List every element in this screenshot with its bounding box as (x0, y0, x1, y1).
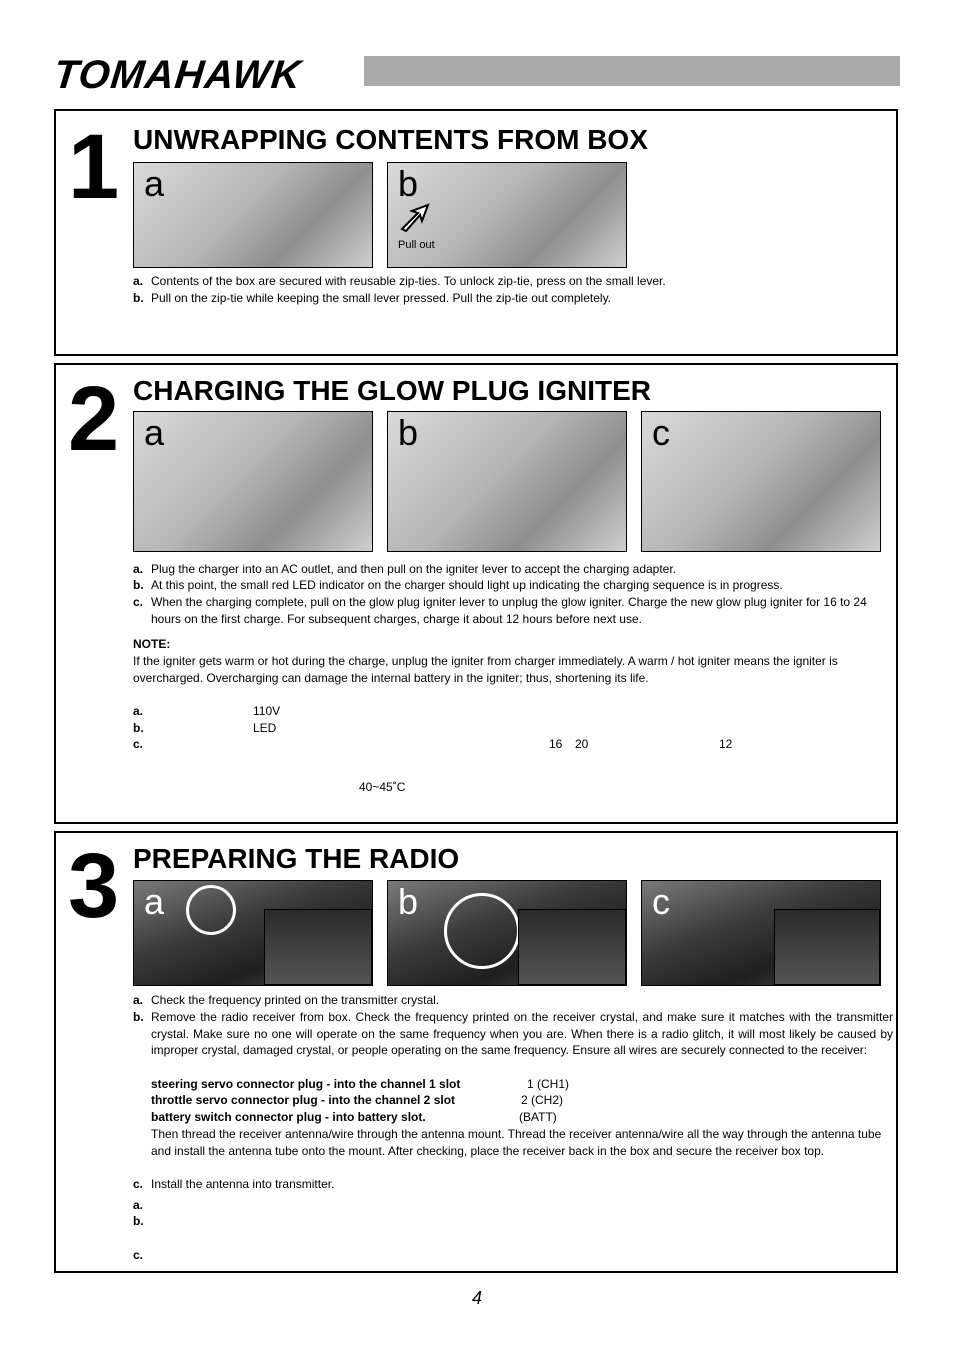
photo-label: a (144, 412, 165, 453)
list-item: b. Pull on the zip-tie while keeping the small lever pressed. Pull the zip-tie out completely. (133, 291, 612, 305)
step-number: 3 (68, 835, 120, 937)
connection-code: 2 (CH2) (521, 1093, 564, 1107)
photo-inset (518, 909, 626, 985)
photo-charger-b (387, 411, 627, 552)
alt-letter: c. (133, 1248, 144, 1262)
photo-charger-a (133, 411, 373, 552)
list-item: b. At this point, the small red LED indicator on the charger should light up indicating the charging sequence is in progress. (133, 578, 783, 592)
page-number: 4 (471, 1288, 482, 1308)
alt-value: LED (253, 721, 277, 735)
alt-value: 12 (719, 737, 733, 751)
list-item: b. Remove the radio receiver from box. Check the frequency printed on the receiver crystal, and make sure it matches with the transmitter crystal. Make sure no one will operate on the same frequency when you are. When there is a radio glitch, it will most likely be caused by improper crystal, damaged crystal, or people operating on the same frequency. Ensure all wires are securely connected to the receiver: (133, 1010, 893, 1058)
note-text: If the igniter gets warm or hot during the charge, unplug the igniter from charger immediately. A warm / hot igniter means the igniter is overcharged. Overcharging can damage the internal battery in the igniter; thus, shortening its life. (133, 654, 838, 685)
alt-letter: c. (133, 737, 144, 751)
brand-logo: TOMAHAWK (51, 53, 304, 97)
step-number: 2 (68, 368, 120, 470)
photo-caption: Pull out (398, 239, 435, 251)
photo-label: b (398, 412, 419, 453)
alt-letter: b. (133, 1214, 144, 1228)
highlight-circle (444, 893, 520, 969)
list-item: c. Install the antenna into transmitter. (133, 1177, 335, 1191)
header-bar (364, 56, 900, 86)
photo-label: c (652, 881, 670, 922)
connection-text: steering servo connector plug - into the channel 1 slot (151, 1077, 461, 1091)
photo-zip-tie-pull (387, 162, 627, 268)
section-unwrapping (54, 109, 898, 356)
section-title: UNWRAPPING CONTENTS FROM BOX (133, 124, 648, 155)
connection-code: (BATT) (519, 1110, 557, 1124)
alt-value: 20 (575, 737, 589, 751)
section-title: PREPARING THE RADIO (133, 843, 460, 874)
photo-inset (774, 909, 880, 985)
section-charging (54, 363, 898, 824)
note-label: NOTE: (133, 637, 171, 651)
photo-label: b (398, 163, 419, 204)
list-item: a. Check the frequency printed on the transmitter crystal. (133, 993, 440, 1007)
alt-letter: a. (133, 1198, 144, 1212)
section-title: CHARGING THE GLOW PLUG IGNITER (133, 375, 651, 406)
alt-letter: a. (133, 704, 144, 718)
list-item: c. When the charging complete, pull on the glow plug igniter lever to unplug the glow igniter. Charge the new glow plug igniter for 16 to 24 hours on the first charge. For subsequent charges, charge it about 12 hours before next use. (133, 595, 867, 626)
photo-label: c (652, 412, 670, 453)
alt-value: 16 (549, 737, 563, 751)
alt-value: 110V (253, 704, 281, 718)
step-number: 1 (68, 116, 120, 218)
connection-code: 1 (CH1) (527, 1077, 570, 1091)
photo-charger-c (641, 411, 881, 552)
photo-receiver-crystal (387, 880, 627, 986)
list-item: a. Contents of the box are secured with reusable zip-ties. To unlock zip-tie, press on the small lever. (133, 274, 666, 288)
photo-label: a (144, 163, 165, 204)
antenna-instructions: Then thread the receiver antenna/wire through the antenna mount. Thread the receiver antenna/wire all the way through the antenna tube and install the antenna tube onto the mount. After checking, place the receiver back in the box and secure the receiver box top. (151, 1127, 882, 1158)
connection-text: battery switch connector plug - into battery slot. (151, 1110, 426, 1124)
photo-antenna (641, 880, 881, 986)
alt-letter: b. (133, 721, 144, 735)
photo-label: a (144, 881, 165, 922)
section-radio (54, 831, 898, 1273)
alt-temperature: 40~45˚C (359, 780, 406, 794)
photo-transmitter-crystal (133, 880, 373, 986)
photo-label: b (398, 881, 419, 922)
photo-inset (264, 909, 372, 985)
photo-zip-tie-press (133, 162, 373, 268)
arrow-up-right-icon (398, 201, 432, 235)
highlight-circle (186, 885, 236, 935)
list-item: a. Plug the charger into an AC outlet, and then pull on the igniter lever to accept the charging adapter. (133, 562, 677, 576)
connection-text: throttle servo connector plug - into the channel 2 slot (151, 1093, 456, 1107)
